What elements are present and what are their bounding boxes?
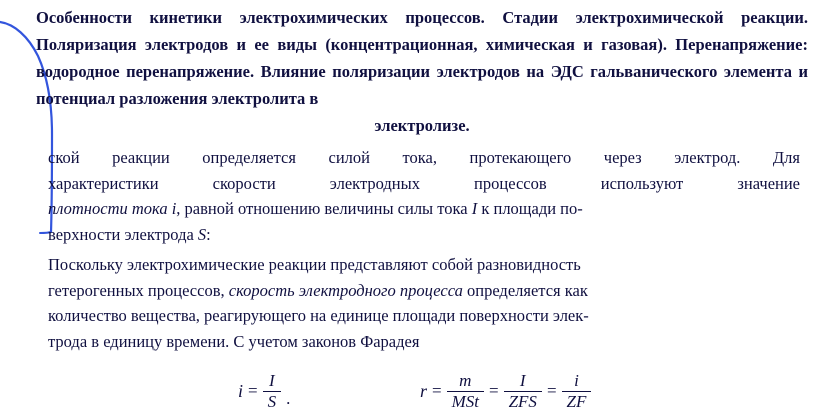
paragraph-1-line-3-text-2: к площади по- [477,199,583,218]
formula-2-equals-2: = [489,381,499,401]
symbol-I: I [471,199,478,218]
formula-1-fraction [263,372,282,411]
formula-2-denominator-1: MSt [447,391,484,411]
paragraph-1-line-4-pre: верхности электрода [48,224,198,244]
formula-2-numerator-2: I [519,371,526,390]
paragraph-2-line-2-post: определяется как [462,280,588,300]
formula-2-denominator-2: ZFS [504,391,542,411]
formula-2-fraction-3 [562,372,592,411]
section-heading [36,4,808,139]
paragraph-1-line-3-text: , равной отношению величины силы тока [176,199,472,218]
heading-line-2: реакции. Поляризация электродов и ее виды (концентрационная, химическая и [36,8,809,54]
formula-2-equals-3: = [546,381,557,401]
formula-1-numerator: I [269,371,275,390]
body-paragraph-1 [48,145,800,247]
heading-line-3: газовая). Перенапряжение: водородное перенапряжение. Влияние поляризации [36,35,808,81]
paragraph-2-line-1: Поскольку электрохимические реакции представляют собой разновидность [48,255,581,274]
paragraph-2-line-3: количество вещества, реагирующего на единице площади поверхности элек- [48,306,589,325]
formula-2-lhs: r [420,380,428,401]
formula-1-equals: = [248,381,258,401]
heading-line-1: Особенности кинетики электрохимических процессов. Стадии электрохимической [36,8,724,27]
formula-current-density [238,372,290,411]
paragraph-1-line-2: характеристики скорости электродных процессов используют значение [48,173,800,193]
paragraph-2-line-4: трода в единицу времени. С учетом законов Фарадея [48,331,420,351]
paragraph-1-line-4 [48,222,800,248]
paragraph-1-line-4-post: : [206,224,211,244]
formula-2-numerator-3: i [574,371,579,390]
paragraph-1-line-3 [48,196,800,222]
formula-2-denominator-3: ZF [562,391,592,411]
formula-reaction-rate [420,372,591,411]
term-electrode-process-rate: скорость электродного процесса [228,280,463,300]
formula-2-numerator-1: m [459,371,472,390]
heading-line-4: электродов на ЭДС гальванического элемента и потенциал разложения электролита в [36,62,809,108]
formula-1-lhs: i [238,380,244,401]
formula-1-period: . [286,388,291,408]
heading-line-5: электролизе. [374,116,470,135]
symbol-S: S [197,224,207,244]
formula-2-fraction-1 [447,372,484,411]
term-current-density: плотности тока i [48,199,177,218]
formula-2-fraction-2 [504,372,542,411]
formula-1-denominator: S [263,391,282,411]
paragraph-2-line-2-pre: гетерогенных процессов, [48,280,229,300]
paragraph-2-line-2 [48,278,738,304]
body-paragraph-2 [48,252,738,354]
paragraph-1-line-1: ской реакции определяется силой тока, протекающего через электрод. Для [48,148,800,167]
formula-2-equals-1: = [432,381,442,401]
